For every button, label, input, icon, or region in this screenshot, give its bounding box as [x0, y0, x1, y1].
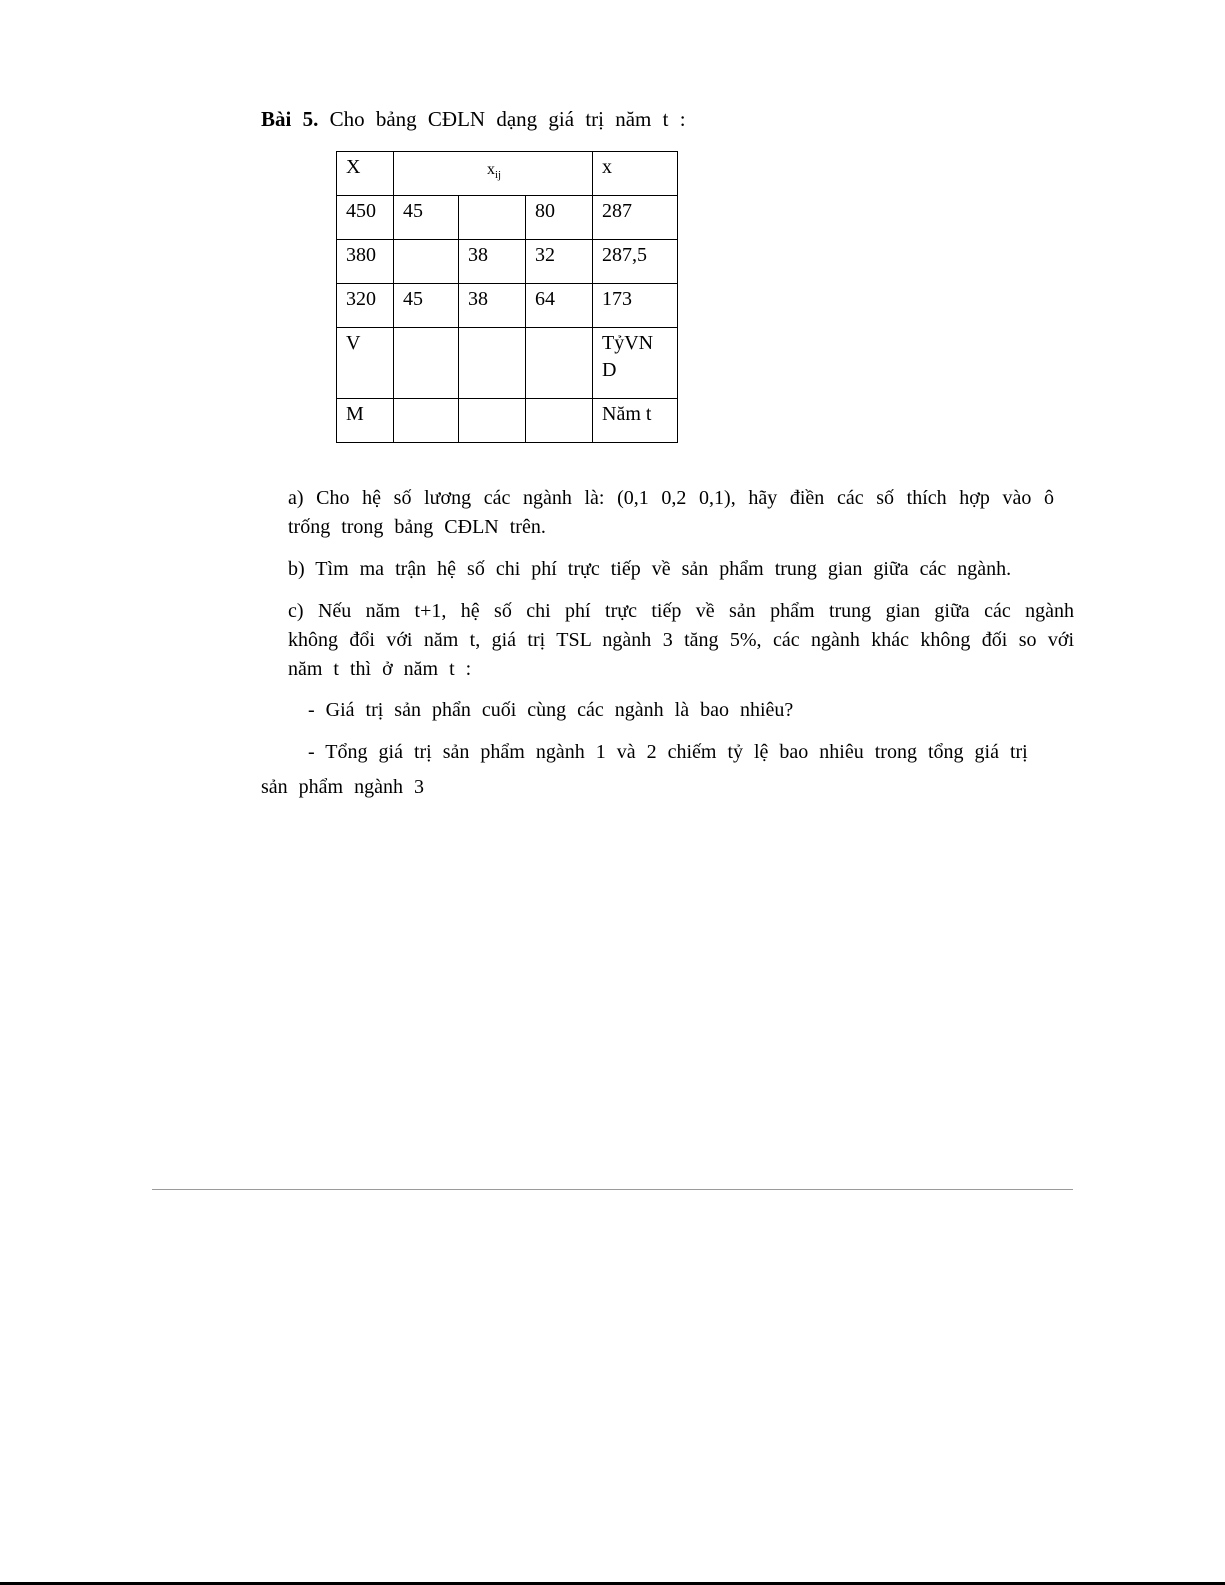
- question-c2-line2: sản phẩm ngành 3: [261, 776, 424, 798]
- question-a: a) Cho hệ số lương các ngành là: (0,1 0,2 0,1), hãy điền các số thích hợp vào ô trống trong bảng CĐLN trên.: [288, 487, 1054, 538]
- table-cell: 380: [337, 240, 394, 284]
- footer-divider: [152, 1189, 1073, 1190]
- table-row: [337, 399, 678, 443]
- exercise-number: Bài 5.: [261, 107, 319, 131]
- table-cell: 64: [526, 284, 593, 328]
- table-cell: V: [337, 328, 394, 399]
- table-cell: 173: [593, 284, 678, 328]
- table-cell: [394, 399, 459, 443]
- table-cell: 45: [394, 284, 459, 328]
- table-cell: [526, 399, 593, 443]
- table-cell: [394, 328, 459, 399]
- table-cell: [394, 240, 459, 284]
- table-cell: 287: [593, 196, 678, 240]
- question-c1: - Giá trị sản phẩn cuối cùng các ngành là bao nhiêu?: [308, 699, 794, 721]
- header-X: X: [337, 152, 394, 196]
- table-cell: 38: [459, 284, 526, 328]
- table-cell: [459, 328, 526, 399]
- question-b: b) Tìm ma trận hệ số chi phí trực tiếp về sản phẩm trung gian giữa các ngành.: [288, 558, 1012, 580]
- table-cell: Năm t: [593, 399, 678, 443]
- table-cell: 287,5: [593, 240, 678, 284]
- table-cell: [526, 328, 593, 399]
- table-row: [337, 196, 678, 240]
- table-cell: 320: [337, 284, 394, 328]
- table-cell: [459, 196, 526, 240]
- table-cell: 80: [526, 196, 593, 240]
- table-row: [337, 328, 678, 399]
- io-table: [336, 151, 678, 443]
- table-cell: 45: [394, 196, 459, 240]
- table-cell: TỷVN D: [593, 328, 678, 399]
- table-row: [337, 240, 678, 284]
- table-cell: [459, 399, 526, 443]
- header-x: x: [593, 152, 678, 196]
- table-cell: 38: [459, 240, 526, 284]
- exercise-title: [261, 107, 686, 132]
- table-cell: 32: [526, 240, 593, 284]
- table-cell: M: [337, 399, 394, 443]
- table-cell: 450: [337, 196, 394, 240]
- header-xij: $x_{ij}$: [394, 152, 593, 196]
- table-header-row: [337, 152, 678, 196]
- table-row: [337, 284, 678, 328]
- exercise-intro: Cho bảng CĐLN dạng giá trị năm t :: [329, 107, 686, 131]
- question-c: c) Nếu năm t+1, hệ số chi phí trực tiếp về sản phẩm trung gian giữa các ngành không đổi với năm t, giá trị TSL ngành 3 tăng 5%, các ngành khác không đối so với năm t thì ở năm t :: [288, 600, 1074, 680]
- question-c2-line1: - Tổng giá trị sản phẩm ngành 1 và 2 chiếm tỷ lệ bao nhiêu trong tổng giá trị: [308, 741, 1028, 763]
